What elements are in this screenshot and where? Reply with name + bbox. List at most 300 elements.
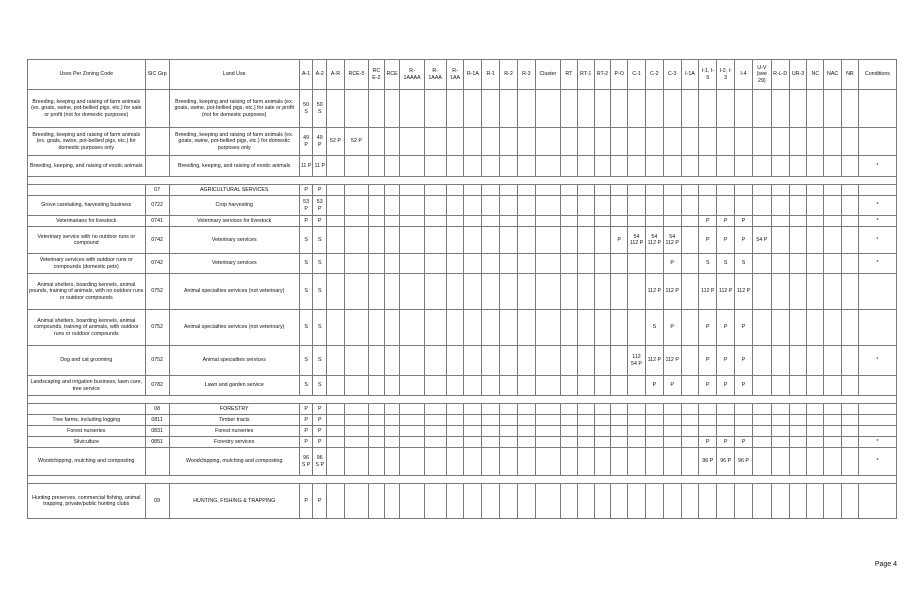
table-cell: [824, 274, 842, 310]
table-cell: [384, 415, 400, 426]
table-cell: [628, 415, 646, 426]
table-cell: [594, 404, 611, 415]
column-header: RC E-2: [369, 60, 385, 90]
table-cell: [611, 310, 628, 346]
table-cell: [535, 254, 560, 274]
table-cell: [628, 128, 646, 156]
table-cell: [400, 404, 424, 415]
table-cell: [663, 90, 681, 128]
table-cell: [807, 128, 824, 156]
table-cell: [482, 216, 500, 227]
table-row: [28, 415, 897, 426]
table-cell: [681, 376, 699, 396]
column-header: C-1: [628, 60, 646, 90]
table-cell: [699, 196, 717, 216]
table-cell: [842, 376, 859, 396]
table-cell: Animal specialties services (not veterinary): [169, 274, 299, 310]
table-cell: [842, 346, 859, 376]
table-cell: [517, 274, 535, 310]
table-cell: [369, 185, 385, 196]
table-cell: [517, 216, 535, 227]
table-cell: [517, 404, 535, 415]
table-cell: [594, 376, 611, 396]
page-number: Page 4: [874, 561, 897, 568]
table-cell: 0752: [145, 310, 169, 346]
table-cell: [560, 185, 577, 196]
table-cell: [464, 484, 482, 519]
table-cell: [594, 437, 611, 448]
table-cell: [681, 254, 699, 274]
table-cell: [681, 484, 699, 519]
table-cell: S: [313, 274, 327, 310]
table-cell: Veterinary services for livestock: [169, 216, 299, 227]
table-cell: [611, 415, 628, 426]
table-cell: [717, 415, 735, 426]
table-cell: [611, 128, 628, 156]
table-cell: [344, 216, 368, 227]
table-cell: [594, 415, 611, 426]
table-cell: [663, 156, 681, 177]
table-cell: [735, 90, 753, 128]
table-cell: [807, 156, 824, 177]
table-cell: [500, 185, 518, 196]
table-cell: [560, 426, 577, 437]
table-cell: [464, 156, 482, 177]
table-cell: [611, 196, 628, 216]
table-cell: [28, 404, 146, 415]
table-cell: [464, 448, 482, 476]
table-cell: [344, 156, 368, 177]
table-cell: 112 P: [645, 346, 663, 376]
table-cell: [482, 376, 500, 396]
table-cell: [628, 448, 646, 476]
table-cell: [842, 437, 859, 448]
table-cell: [752, 310, 771, 346]
table-cell: P: [313, 185, 327, 196]
table-cell: [344, 426, 368, 437]
table-cell: [789, 404, 807, 415]
table-cell: P: [663, 254, 681, 274]
table-cell: [752, 128, 771, 156]
table-cell: 53 P: [299, 196, 313, 216]
table-cell: [500, 254, 518, 274]
table-cell: [789, 227, 807, 254]
table-cell: [858, 90, 896, 128]
table-cell: [482, 310, 500, 346]
table-cell: [327, 90, 345, 128]
table-row: [28, 376, 897, 396]
table-cell: [327, 426, 345, 437]
table-cell: [344, 415, 368, 426]
table-cell: [424, 196, 446, 216]
table-cell: 112 P: [663, 346, 681, 376]
table-cell: [842, 426, 859, 437]
table-cell: [824, 128, 842, 156]
table-cell: [663, 196, 681, 216]
table-cell: [824, 484, 842, 519]
table-cell: [752, 274, 771, 310]
table-cell: [645, 415, 663, 426]
table-cell: [628, 437, 646, 448]
table-cell: 0851: [145, 437, 169, 448]
table-cell: [842, 415, 859, 426]
table-cell: [628, 185, 646, 196]
table-cell: [858, 274, 896, 310]
table-cell: [560, 448, 577, 476]
table-cell: [560, 404, 577, 415]
table-cell: [645, 185, 663, 196]
table-cell: [807, 227, 824, 254]
table-cell: P: [299, 185, 313, 196]
table-cell: [752, 346, 771, 376]
table-cell: [560, 216, 577, 227]
table-cell: [645, 437, 663, 448]
table-cell: [500, 484, 518, 519]
table-cell: [384, 254, 400, 274]
table-row: [28, 426, 897, 437]
table-cell: [735, 426, 753, 437]
table-cell: [400, 484, 424, 519]
table-cell: [482, 90, 500, 128]
table-cell: [369, 484, 385, 519]
table-cell: *: [858, 227, 896, 254]
table-cell: [663, 484, 681, 519]
table-cell: [535, 274, 560, 310]
table-cell: [752, 216, 771, 227]
table-cell: [577, 227, 594, 254]
table-cell: Hunting preserves, commercial fishing, animal trapping, private/public hunting clubs: [28, 484, 146, 519]
table-cell: [535, 376, 560, 396]
table-cell: Breeding, keeping, and raising of exotic animals: [28, 156, 146, 177]
table-cell: [500, 448, 518, 476]
table-cell: [560, 227, 577, 254]
column-header: C-3: [663, 60, 681, 90]
table-cell: [446, 437, 464, 448]
table-cell: [681, 274, 699, 310]
table-cell: [628, 156, 646, 177]
table-cell: [482, 426, 500, 437]
table-cell: 0741: [145, 216, 169, 227]
table-cell: [594, 346, 611, 376]
table-cell: [344, 484, 368, 519]
table-cell: [344, 90, 368, 128]
table-cell: [369, 448, 385, 476]
table-cell: [400, 274, 424, 310]
table-cell: [327, 404, 345, 415]
table-cell: [789, 156, 807, 177]
table-cell: S: [299, 274, 313, 310]
table-cell: [807, 404, 824, 415]
table-cell: [464, 415, 482, 426]
table-cell: [517, 185, 535, 196]
table-cell: [842, 448, 859, 476]
table-cell: Veterinary service with no outdoor runs or compound: [28, 227, 146, 254]
table-cell: [789, 216, 807, 227]
table-cell: P: [735, 310, 753, 346]
table-cell: [535, 437, 560, 448]
table-cell: P: [313, 216, 327, 227]
table-cell: [752, 415, 771, 426]
table-cell: [482, 156, 500, 177]
table-row: [28, 484, 897, 519]
table-cell: [824, 254, 842, 274]
table-cell: 54 P: [752, 227, 771, 254]
table-cell: [384, 448, 400, 476]
table-cell: [789, 128, 807, 156]
table-cell: [752, 156, 771, 177]
table-cell: [807, 415, 824, 426]
table-cell: [681, 415, 699, 426]
table-cell: [28, 185, 146, 196]
table-cell: 112 P: [645, 274, 663, 310]
table-cell: [400, 185, 424, 196]
table-cell: [424, 426, 446, 437]
column-header: P-O: [611, 60, 628, 90]
column-header: R-1AAAA: [400, 60, 424, 90]
table-cell: P: [699, 310, 717, 346]
table-cell: 0782: [145, 376, 169, 396]
table-cell: [824, 185, 842, 196]
table-cell: P: [299, 415, 313, 426]
table-cell: [824, 437, 842, 448]
table-cell: [517, 415, 535, 426]
table-cell: P: [313, 437, 327, 448]
table-cell: FORESTRY: [169, 404, 299, 415]
spacer-row: [28, 396, 897, 404]
table-cell: [424, 156, 446, 177]
table-cell: [789, 437, 807, 448]
table-cell: S: [699, 254, 717, 274]
table-cell: [577, 185, 594, 196]
table-cell: [807, 254, 824, 274]
table-cell: [842, 90, 859, 128]
table-cell: [699, 404, 717, 415]
table-cell: 112 P: [663, 274, 681, 310]
table-cell: [560, 156, 577, 177]
table-cell: HUNTING, FISHING & TRAPPING: [169, 484, 299, 519]
table-cell: [482, 484, 500, 519]
table-cell: [628, 216, 646, 227]
table-cell: [752, 437, 771, 448]
table-cell: [560, 274, 577, 310]
table-cell: [577, 128, 594, 156]
table-cell: [699, 156, 717, 177]
table-cell: [577, 274, 594, 310]
table-cell: [628, 90, 646, 128]
table-cell: [446, 484, 464, 519]
table-cell: [681, 437, 699, 448]
table-cell: [594, 227, 611, 254]
table-cell: Dog and cat grooming: [28, 346, 146, 376]
table-cell: [446, 448, 464, 476]
table-cell: [789, 90, 807, 128]
column-header: NC: [807, 60, 824, 90]
table-cell: S: [313, 254, 327, 274]
table-cell: P: [611, 227, 628, 254]
table-cell: [327, 448, 345, 476]
table-cell: [384, 227, 400, 254]
table-cell: [560, 310, 577, 346]
table-cell: Landscaping and irrigation business, lawn care, tree service: [28, 376, 146, 396]
table-cell: [594, 274, 611, 310]
table-cell: [482, 196, 500, 216]
table-cell: [824, 156, 842, 177]
table-cell: [771, 196, 789, 216]
column-header: C-2: [645, 60, 663, 90]
table-row: [28, 227, 897, 254]
table-cell: [577, 156, 594, 177]
table-cell: [369, 376, 385, 396]
table-cell: [824, 376, 842, 396]
table-cell: [424, 254, 446, 274]
table-cell: [424, 437, 446, 448]
table-cell: [611, 437, 628, 448]
table-cell: [424, 376, 446, 396]
table-cell: [327, 484, 345, 519]
table-cell: [482, 185, 500, 196]
table-cell: [594, 484, 611, 519]
table-cell: P: [735, 437, 753, 448]
table-cell: [681, 156, 699, 177]
table-cell: [327, 185, 345, 196]
column-header: Uses Per Zoning Code: [28, 60, 146, 90]
table-cell: [424, 128, 446, 156]
table-cell: [327, 196, 345, 216]
table-cell: [446, 426, 464, 437]
table-cell: Forest nurseries: [169, 426, 299, 437]
column-header: RT: [560, 60, 577, 90]
table-cell: [594, 156, 611, 177]
table-cell: [464, 185, 482, 196]
table-cell: [446, 415, 464, 426]
table-cell: [400, 196, 424, 216]
table-cell: 52 P: [327, 128, 345, 156]
table-cell: [771, 227, 789, 254]
table-cell: [645, 196, 663, 216]
table-cell: [369, 90, 385, 128]
table-cell: Animal shelters, boarding kennels, animal compounds, training of animals, with outdoor runs or outdoor compounds: [28, 310, 146, 346]
table-cell: [735, 185, 753, 196]
table-cell: [327, 156, 345, 177]
table-cell: [842, 274, 859, 310]
table-cell: [500, 376, 518, 396]
table-cell: [717, 196, 735, 216]
table-cell: [145, 90, 169, 128]
table-cell: [842, 128, 859, 156]
table-cell: *: [858, 437, 896, 448]
table-cell: [645, 216, 663, 227]
table-cell: [628, 404, 646, 415]
table-cell: [400, 376, 424, 396]
table-cell: [717, 128, 735, 156]
table-cell: P: [717, 227, 735, 254]
table-cell: [369, 254, 385, 274]
table-cell: [681, 310, 699, 346]
table-cell: [717, 484, 735, 519]
table-cell: [771, 484, 789, 519]
table-cell: [446, 216, 464, 227]
table-cell: P: [299, 216, 313, 227]
table-cell: P: [699, 437, 717, 448]
table-cell: 0752: [145, 346, 169, 376]
table-cell: Animal specialties services (not veterinary): [169, 310, 299, 346]
table-cell: P: [663, 310, 681, 346]
table-cell: [735, 484, 753, 519]
table-cell: P: [717, 376, 735, 396]
table-cell: P: [735, 346, 753, 376]
table-cell: [369, 415, 385, 426]
table-cell: [400, 90, 424, 128]
table-row: [28, 90, 897, 128]
table-cell: 96 P: [699, 448, 717, 476]
table-cell: [446, 254, 464, 274]
table-cell: [517, 128, 535, 156]
column-header: R-1: [482, 60, 500, 90]
table-cell: [482, 254, 500, 274]
table-cell: [446, 196, 464, 216]
table-cell: [560, 128, 577, 156]
table-cell: *: [858, 196, 896, 216]
table-cell: [645, 426, 663, 437]
table-cell: [577, 310, 594, 346]
table-cell: [594, 128, 611, 156]
table-cell: [824, 216, 842, 227]
table-cell: [400, 415, 424, 426]
table-cell: [424, 346, 446, 376]
table-cell: [771, 448, 789, 476]
table-cell: [594, 254, 611, 274]
table-cell: [384, 90, 400, 128]
table-cell: P: [735, 227, 753, 254]
table-row: [28, 156, 897, 177]
table-cell: [464, 376, 482, 396]
table-cell: [369, 404, 385, 415]
table-cell: [400, 346, 424, 376]
table-cell: [500, 404, 518, 415]
table-cell: [517, 227, 535, 254]
table-cell: [771, 185, 789, 196]
table-cell: [517, 426, 535, 437]
table-cell: [752, 376, 771, 396]
table-cell: S: [313, 227, 327, 254]
table-cell: [611, 404, 628, 415]
table-cell: [384, 310, 400, 346]
table-cell: [577, 254, 594, 274]
table-cell: [560, 196, 577, 216]
table-cell: [717, 404, 735, 415]
table-cell: [400, 310, 424, 346]
table-cell: [807, 484, 824, 519]
table-cell: [535, 185, 560, 196]
table-cell: P: [699, 376, 717, 396]
table-cell: Veterinary services: [169, 227, 299, 254]
table-cell: [400, 128, 424, 156]
table-cell: [424, 310, 446, 346]
table-cell: [681, 196, 699, 216]
table-cell: [482, 404, 500, 415]
table-cell: S: [313, 310, 327, 346]
table-cell: [446, 404, 464, 415]
table-cell: [517, 346, 535, 376]
table-cell: [789, 376, 807, 396]
table-cell: [500, 346, 518, 376]
table-cell: [577, 346, 594, 376]
table-cell: [663, 128, 681, 156]
table-cell: *: [858, 254, 896, 274]
table-cell: Breeding, keeping and raising of farm animals (ex. goats, swine, pot-bellied pigs, etc.) for domestic purposes only: [169, 128, 299, 156]
table-cell: [611, 376, 628, 396]
table-cell: [344, 376, 368, 396]
